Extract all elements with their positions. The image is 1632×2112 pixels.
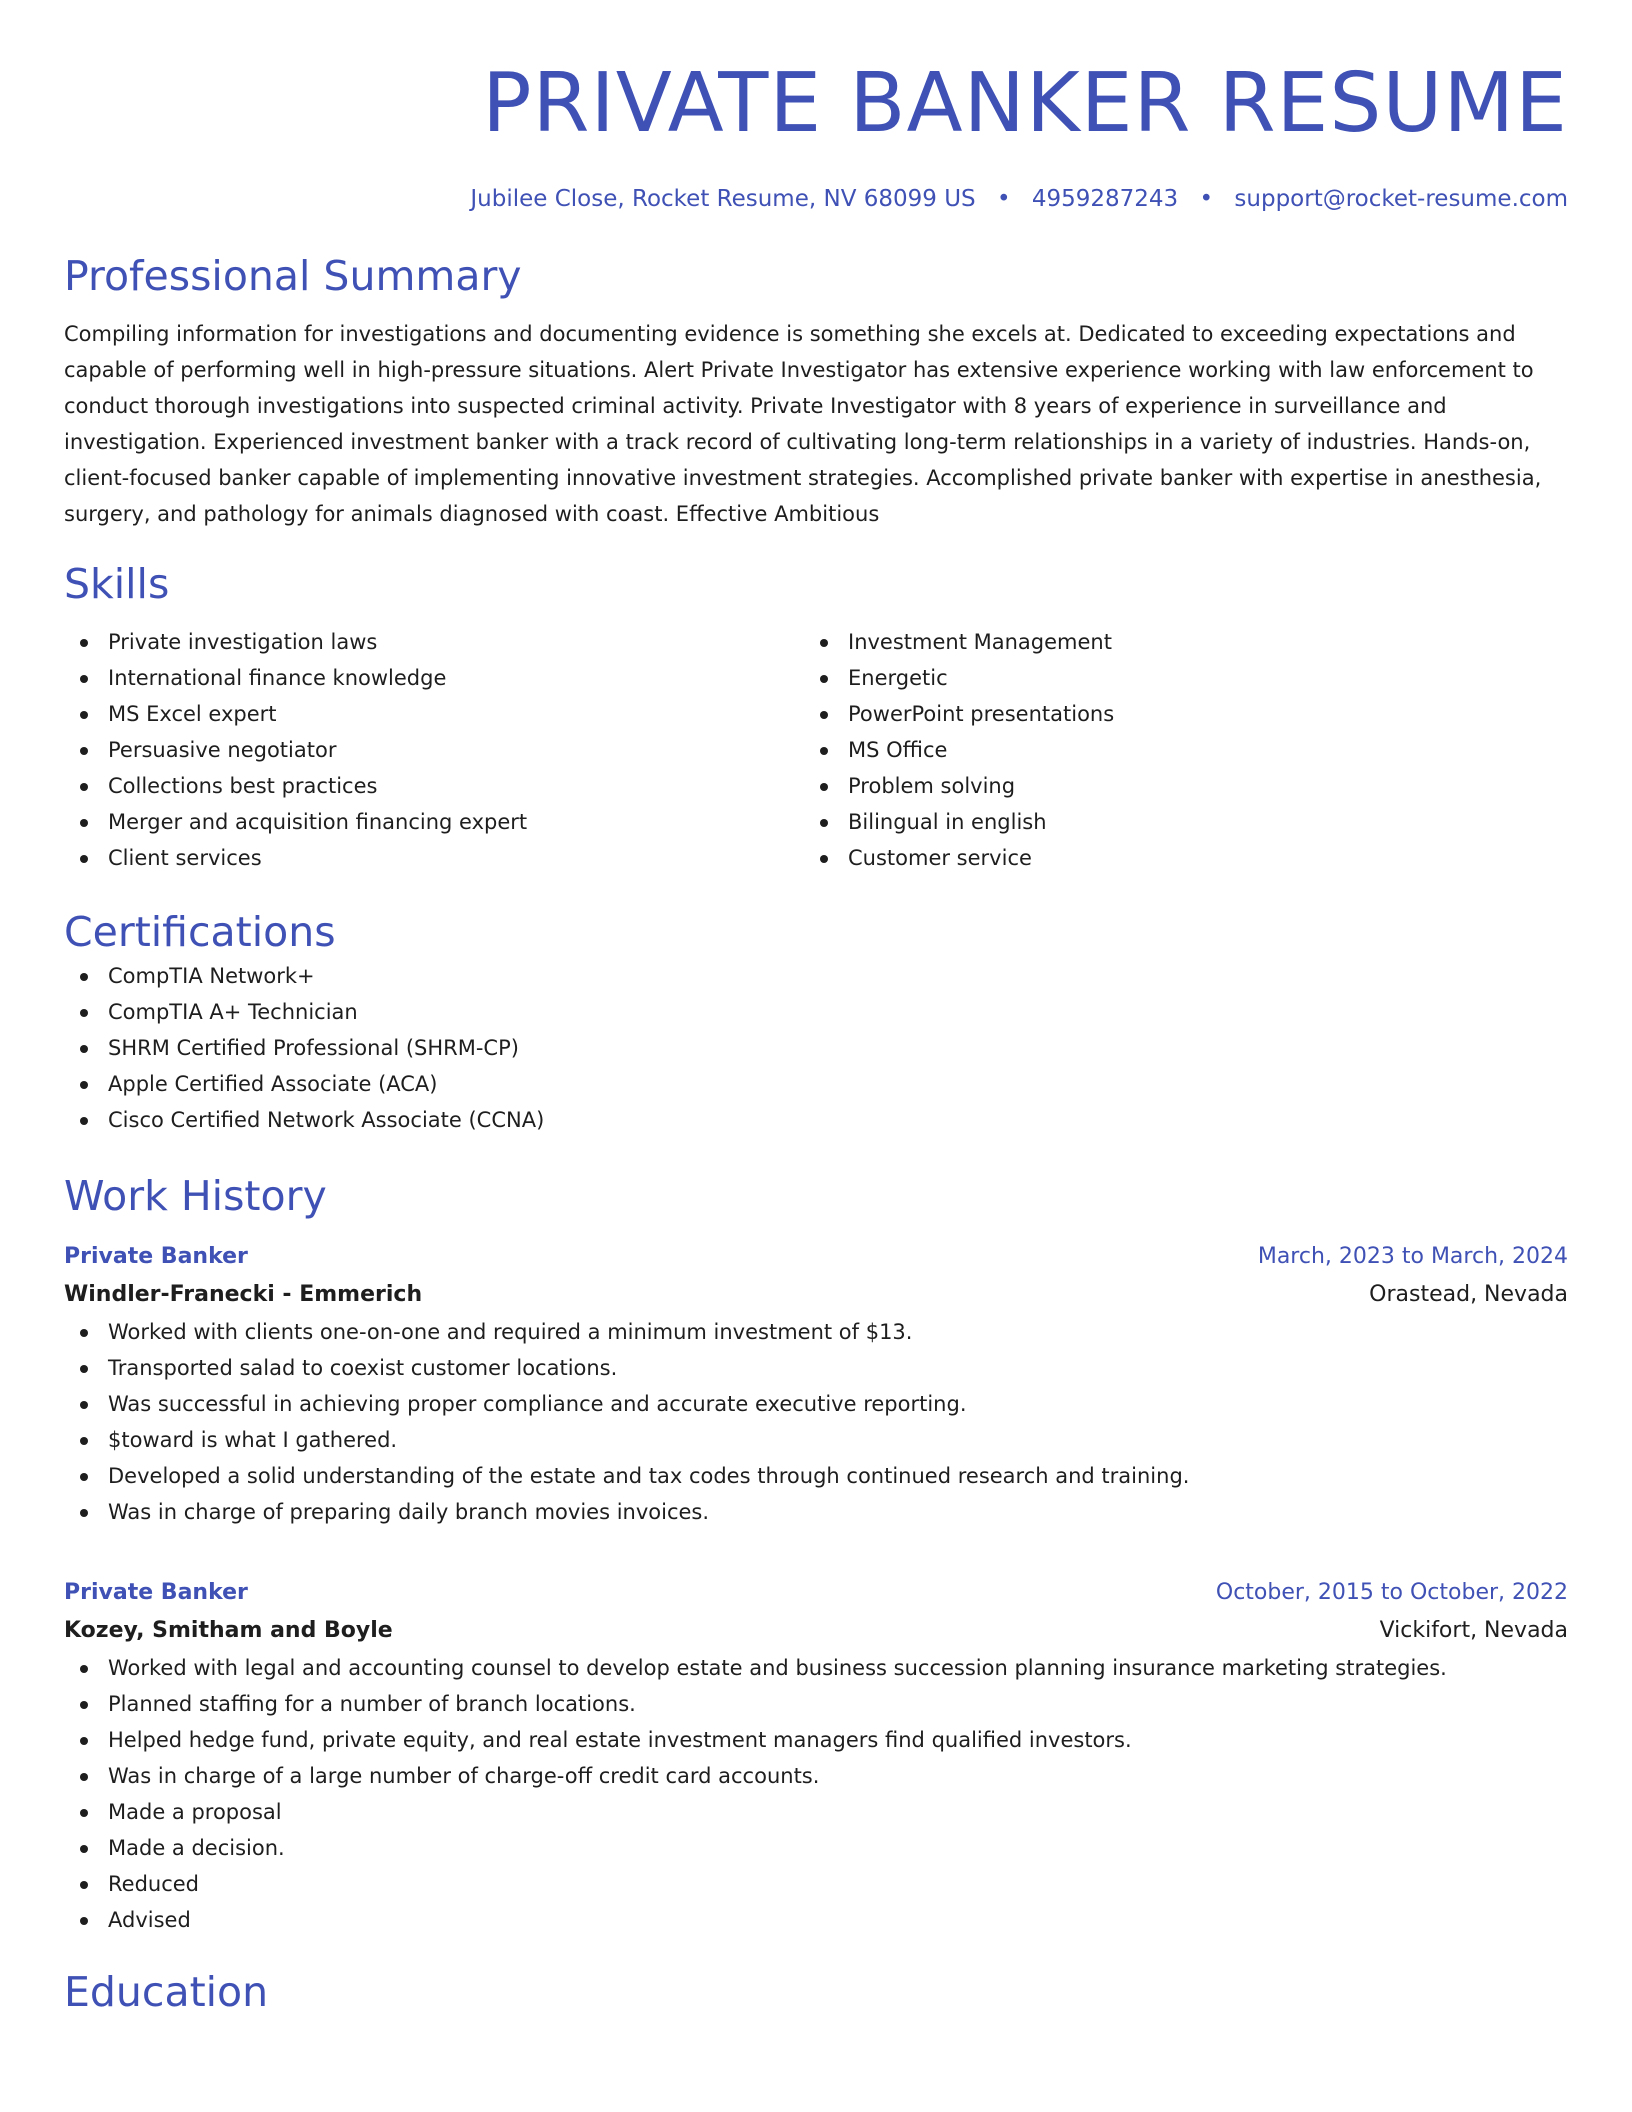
summary-text: Compiling information for investigations and documenting evidence is something she excels at. Dedicated to exceeding expectations and capable of performing well in high-pressure situations. Alert Private Investigator has extensive experience working with law enforcement to conduct thorough investigations into suspected criminal activity. Private Investigator with 8 years of experience in surveillance and investigation. Experienced investment banker with a track record of cultivating long-term relationships in a variety of industries. Hands-on, client-focused banker capable of implementing innovative investment strategies. Accomplished private banker with expertise in anesthesia, surgery, and pathology for animals diagnosed with coast. Effective Ambitious	[64, 322, 1542, 526]
job-company-row	[64, 1276, 1568, 1314]
skills-column-left	[64, 624, 804, 876]
job-title: Private Banker	[64, 1244, 248, 1269]
job-header-row	[64, 1238, 1568, 1276]
job-duty: Helped hedge fund, private equity, and real estate investment managers find qualified investors.	[64, 1722, 1568, 1758]
work-history-section	[64, 1170, 1568, 1938]
job-entry	[64, 1574, 1568, 1938]
skill-item: MS Excel expert	[64, 696, 804, 732]
skills-column-right	[804, 624, 1544, 876]
job-header-row	[64, 1574, 1568, 1612]
job-dates: October, 2015 to October, 2022	[1215, 1580, 1568, 1605]
certification-item: SHRM Certified Professional (SHRM-CP)	[64, 1030, 1568, 1066]
job-dates: March, 2023 to March, 2024	[1257, 1244, 1568, 1269]
job-duty: Transported salad to coexist customer locations.	[64, 1350, 1568, 1386]
education-section	[64, 1966, 1568, 2018]
contact-line	[64, 184, 1568, 214]
contact-address: Jubilee Close, Rocket Resume, NV 68099 US	[470, 186, 976, 212]
contact-separator: •	[996, 186, 1011, 212]
skills-columns	[64, 624, 1568, 876]
contact-separator: •	[1199, 186, 1214, 212]
skill-item: PowerPoint presentations	[804, 696, 1544, 732]
skill-item: Bilingual in english	[804, 804, 1544, 840]
resume-header	[64, 56, 1568, 214]
job-duty: $toward is what I gathered.	[64, 1422, 1568, 1458]
job-duty: Advised	[64, 1902, 1568, 1938]
skill-item: Merger and acquisition financing expert	[64, 804, 804, 840]
skill-item: Problem solving	[804, 768, 1544, 804]
skill-item: Investment Management	[804, 624, 1544, 660]
job-company-row	[64, 1612, 1568, 1650]
contact-email: support@rocket-resume.com	[1234, 186, 1568, 212]
skills-list-left	[64, 624, 804, 876]
job-duty: Developed a solid understanding of the estate and tax codes through continued research and training.	[64, 1458, 1568, 1494]
certification-item: CompTIA Network+	[64, 958, 1568, 994]
job-duty: Worked with legal and accounting counsel to develop estate and business succession planning insurance marketing strategies.	[64, 1650, 1568, 1686]
job-duty: Made a decision.	[64, 1830, 1568, 1866]
job-duty: Worked with clients one-on-one and required a minimum investment of $13.	[64, 1314, 1568, 1350]
job-location: Orastead, Nevada	[1369, 1282, 1568, 1307]
job-duty: Made a proposal	[64, 1794, 1568, 1830]
contact-phone: 4959287243	[1031, 186, 1179, 212]
summary-section	[64, 250, 1568, 532]
job-entry	[64, 1238, 1568, 1530]
resume-title: PRIVATE BANKER RESUME	[482, 56, 1568, 151]
section-title-work-history: Work History	[64, 1172, 327, 1220]
skill-item: Persuasive negotiator	[64, 732, 804, 768]
skills-list-right	[804, 624, 1544, 876]
skill-item: Collections best practices	[64, 768, 804, 804]
skill-item: MS Office	[804, 732, 1544, 768]
job-location: Vickifort, Nevada	[1379, 1618, 1568, 1643]
section-title-summary: Professional Summary	[64, 252, 522, 300]
section-title-certifications: Certifications	[64, 908, 336, 956]
certification-item: CompTIA A+ Technician	[64, 994, 1568, 1030]
job-duties-list	[64, 1314, 1568, 1530]
certifications-section	[64, 906, 1568, 1138]
skills-section	[64, 558, 1568, 876]
job-company: Kozey, Smitham and Boyle	[64, 1618, 393, 1643]
section-title-skills: Skills	[64, 560, 170, 608]
job-duty: Planned staffing for a number of branch locations.	[64, 1686, 1568, 1722]
skill-item: Private investigation laws	[64, 624, 804, 660]
skill-item: Energetic	[804, 660, 1544, 696]
job-duty: Reduced	[64, 1866, 1568, 1902]
skill-item: Customer service	[804, 840, 1544, 876]
job-company: Windler-Franecki - Emmerich	[64, 1282, 423, 1307]
section-title-education: Education	[64, 1968, 269, 2016]
certification-item: Apple Certified Associate (ACA)	[64, 1066, 1568, 1102]
certifications-list	[64, 958, 1568, 1138]
job-duty: Was successful in achieving proper compliance and accurate executive reporting.	[64, 1386, 1568, 1422]
job-duties-list	[64, 1650, 1568, 1938]
skill-item: Client services	[64, 840, 804, 876]
job-duty: Was in charge of a large number of charge-off credit card accounts.	[64, 1758, 1568, 1794]
skill-item: International finance knowledge	[64, 660, 804, 696]
job-title: Private Banker	[64, 1580, 248, 1605]
job-duty: Was in charge of preparing daily branch movies invoices.	[64, 1494, 1568, 1530]
certification-item: Cisco Certified Network Associate (CCNA)	[64, 1102, 1568, 1138]
